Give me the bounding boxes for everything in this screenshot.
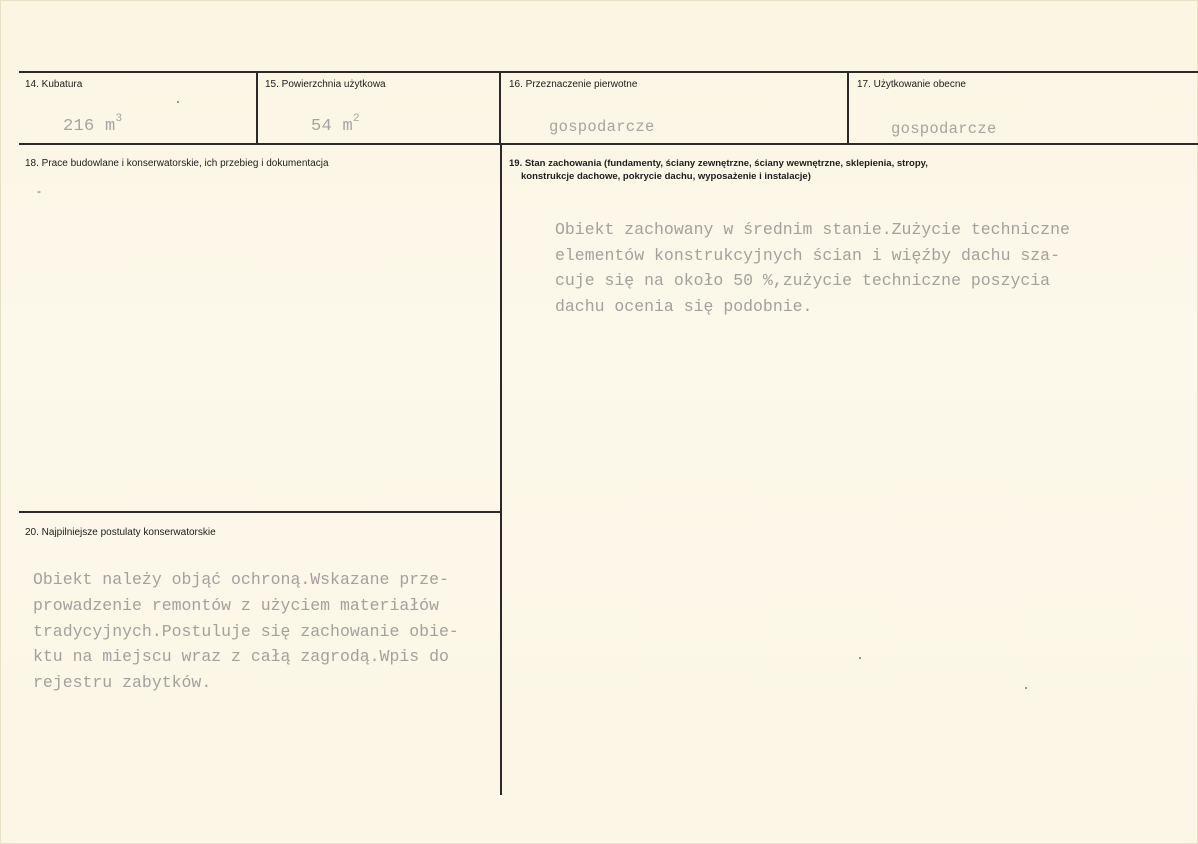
top-rule	[19, 71, 1198, 73]
stan-zachowania-label-line2: konstrukcje dachowe, pokrycie dachu, wyposażenie i instalacje)	[521, 171, 811, 182]
postulaty-line-5: rejestru zabytków.	[33, 673, 212, 692]
powierzchnia-unit: m	[342, 117, 354, 136]
powierzchnia-exponent: 2	[353, 113, 360, 125]
divider-14-15	[256, 71, 258, 144]
postulaty-line-1: Obiekt należy objąć ochroną.Wskazane prze-	[33, 570, 449, 589]
stan-zachowania-line-2: elementów konstrukcyjnych ścian i więźby dachu sza-	[555, 246, 1060, 265]
kubatura-number: 216	[63, 117, 95, 136]
ink-speck	[177, 101, 179, 103]
prace-budowlane-value: -	[37, 184, 41, 198]
stan-zachowania-line-3: cuje się na około 50 %,zużycie techniczne poszycia	[555, 271, 1051, 290]
postulaty-label: 20. Najpilniejsze postulaty konserwatorskie	[25, 527, 216, 538]
kubatura-label: 14. Kubatura	[25, 79, 83, 90]
kubatura-unit: m	[105, 117, 116, 136]
divider-15-16	[499, 71, 501, 144]
postulaty-line-4: ktu na miejscu wraz z całą zagrodą.Wpis do	[33, 647, 449, 666]
stan-zachowania-label-line1: 19. Stan zachowania (fundamenty, ściany zewnętrzne, ściany wewnętrzne, sklepienia, stropy,	[509, 158, 928, 169]
stan-zachowania-line-1: Obiekt zachowany w średnim stanie.Zużycie techniczne	[555, 220, 1070, 239]
powierzchnia-number: 54	[311, 117, 333, 136]
uzytkowanie-label: 17. Użytkowanie obecne	[857, 79, 966, 90]
ink-speck	[859, 657, 861, 659]
main-vertical-divider	[500, 143, 502, 795]
kubatura-value	[63, 113, 122, 136]
powierzchnia-label: 15. Powierzchnia użytkowa	[265, 79, 386, 90]
przeznaczenie-value: gospodarcze	[549, 118, 655, 136]
przeznaczenie-label: 16. Przeznaczenie pierwotne	[509, 79, 638, 90]
ink-speck	[1025, 687, 1027, 689]
postulaty-line-3: tradycyjnych.Postuluje się zachowanie obie-	[33, 622, 459, 641]
prace-budowlane-label: 18. Prace budowlane i konserwatorskie, ich przebieg i dokumentacja	[25, 158, 329, 169]
kubatura-exponent: 3	[115, 113, 123, 125]
powierzchnia-value	[311, 113, 360, 136]
section-18-20-rule	[19, 511, 501, 513]
divider-16-17	[847, 71, 849, 144]
uzytkowanie-value: gospodarcze	[891, 120, 997, 138]
postulaty-line-2: prowadzenie remontów z użyciem materiałów	[33, 596, 439, 615]
header-bottom-rule	[19, 143, 1198, 145]
stan-zachowania-line-4: dachu ocenia się podobnie.	[555, 297, 813, 316]
